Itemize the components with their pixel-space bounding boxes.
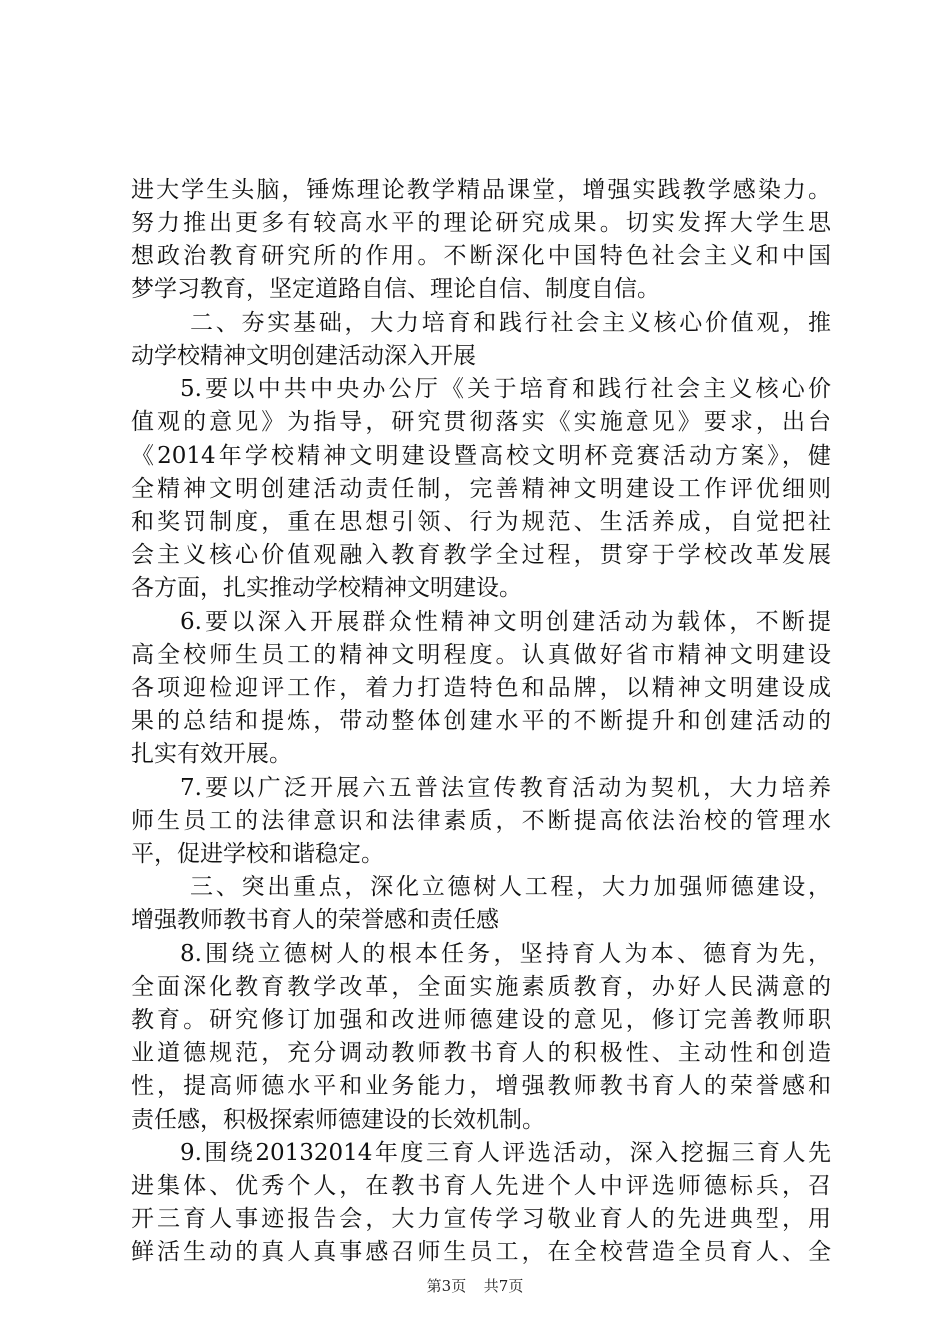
body-text-line: 果的总结和提炼，带动整体创建水平的不断提升和创建活动的 (131, 708, 831, 734)
section-heading-line: 动学校精神文明创建活动深入开展 (131, 343, 476, 369)
body-text-line: 鲜活生动的真人真事感召师生员工，在全校营造全员育人、全 (131, 1239, 831, 1265)
body-text-line: 5.要以中共中央办公厅《关于培育和践行社会主义核心价 (180, 376, 831, 402)
body-text-line: 全面深化教育教学改革，全面实施素质教育，办好人民满意的 (131, 974, 831, 1000)
body-text-line: 和奖罚制度，重在思想引领、行为规范、生活养成，自觉把社 (131, 509, 831, 535)
body-text-line: 《2014年学校精神文明建设暨高校文明杯竞赛活动方案》，健 (131, 443, 831, 469)
body-text-line: 6.要以深入开展群众性精神文明创建活动为载体，不断提 (180, 609, 831, 635)
body-text-line: 进大学生头脑，锤炼理论教学精品课堂，增强实践教学感染力。 (131, 177, 831, 203)
body-text-line: 高全校师生员工的精神文明程度。认真做好省市精神文明建设 (131, 642, 831, 668)
body-text-line: 进集体、优秀个人，在教书育人先进个人中评选师德标兵，召 (131, 1173, 831, 1199)
body-text-line: 8.围绕立德树人的根本任务，坚持育人为本、德育为先， (180, 941, 831, 967)
body-text-line: 各方面，扎实推动学校精神文明建设。 (131, 575, 522, 601)
body-text-line: 值观的意见》为指导，研究贯彻落实《实施意见》要求，出台 (131, 409, 831, 435)
body-text-line: 性，提高师德水平和业务能力，增强教师教书育人的荣誉感和 (131, 1073, 831, 1099)
body-text-line: 全精神文明创建活动责任制，完善精神文明建设工作评优细则 (131, 476, 831, 502)
body-text-line: 扎实有效开展。 (131, 741, 292, 767)
page-number: 第3页 (426, 1277, 467, 1295)
body-text-line: 师生员工的法律意识和法律素质，不断提高依法治校的管理水 (131, 808, 831, 834)
section-heading-line: 三、突出重点，深化立德树人工程，大力加强师德建设， (190, 874, 831, 900)
section-heading-line: 增强教师教书育人的荣誉感和责任感 (131, 907, 499, 933)
body-text-line: 会主义核心价值观融入教育教学全过程，贯穿于学校改革发展 (131, 542, 831, 568)
body-text-line: 9.围绕20132014年度三育人评选活动，深入挖掘三育人先 (180, 1140, 831, 1166)
body-text-line: 业道德规范，充分调动教师教书育人的积极性、主动性和创造 (131, 1040, 831, 1066)
body-text-line: 梦学习教育，坚定道路自信、理论自信、制度自信。 (131, 276, 660, 302)
body-text-line: 平，促进学校和谐稳定。 (131, 841, 384, 867)
body-text-line: 努力推出更多有较高水平的理论研究成果。切实发挥大学生思 (131, 210, 831, 236)
body-text-line: 开三育人事迹报告会，大力宣传学习敬业育人的先进典型，用 (131, 1206, 831, 1232)
body-text-line: 7.要以广泛开展六五普法宣传教育活动为契机，大力培养 (180, 775, 831, 801)
body-text-line: 想政治教育研究所的作用。不断深化中国特色社会主义和中国 (131, 243, 831, 269)
body-text-line: 各项迎检迎评工作，着力打造特色和品牌，以精神文明建设成 (131, 675, 831, 701)
page-footer (0, 1276, 950, 1296)
page-total: 共7页 (483, 1277, 524, 1295)
body-text-line: 教育。研究修订加强和改进师德建设的意见，修订完善教师职 (131, 1007, 831, 1033)
body-text-line: 责任感，积极探索师德建设的长效机制。 (131, 1107, 545, 1133)
section-heading-line: 二、夯实基础，大力培育和践行社会主义核心价值观，推 (190, 310, 831, 336)
